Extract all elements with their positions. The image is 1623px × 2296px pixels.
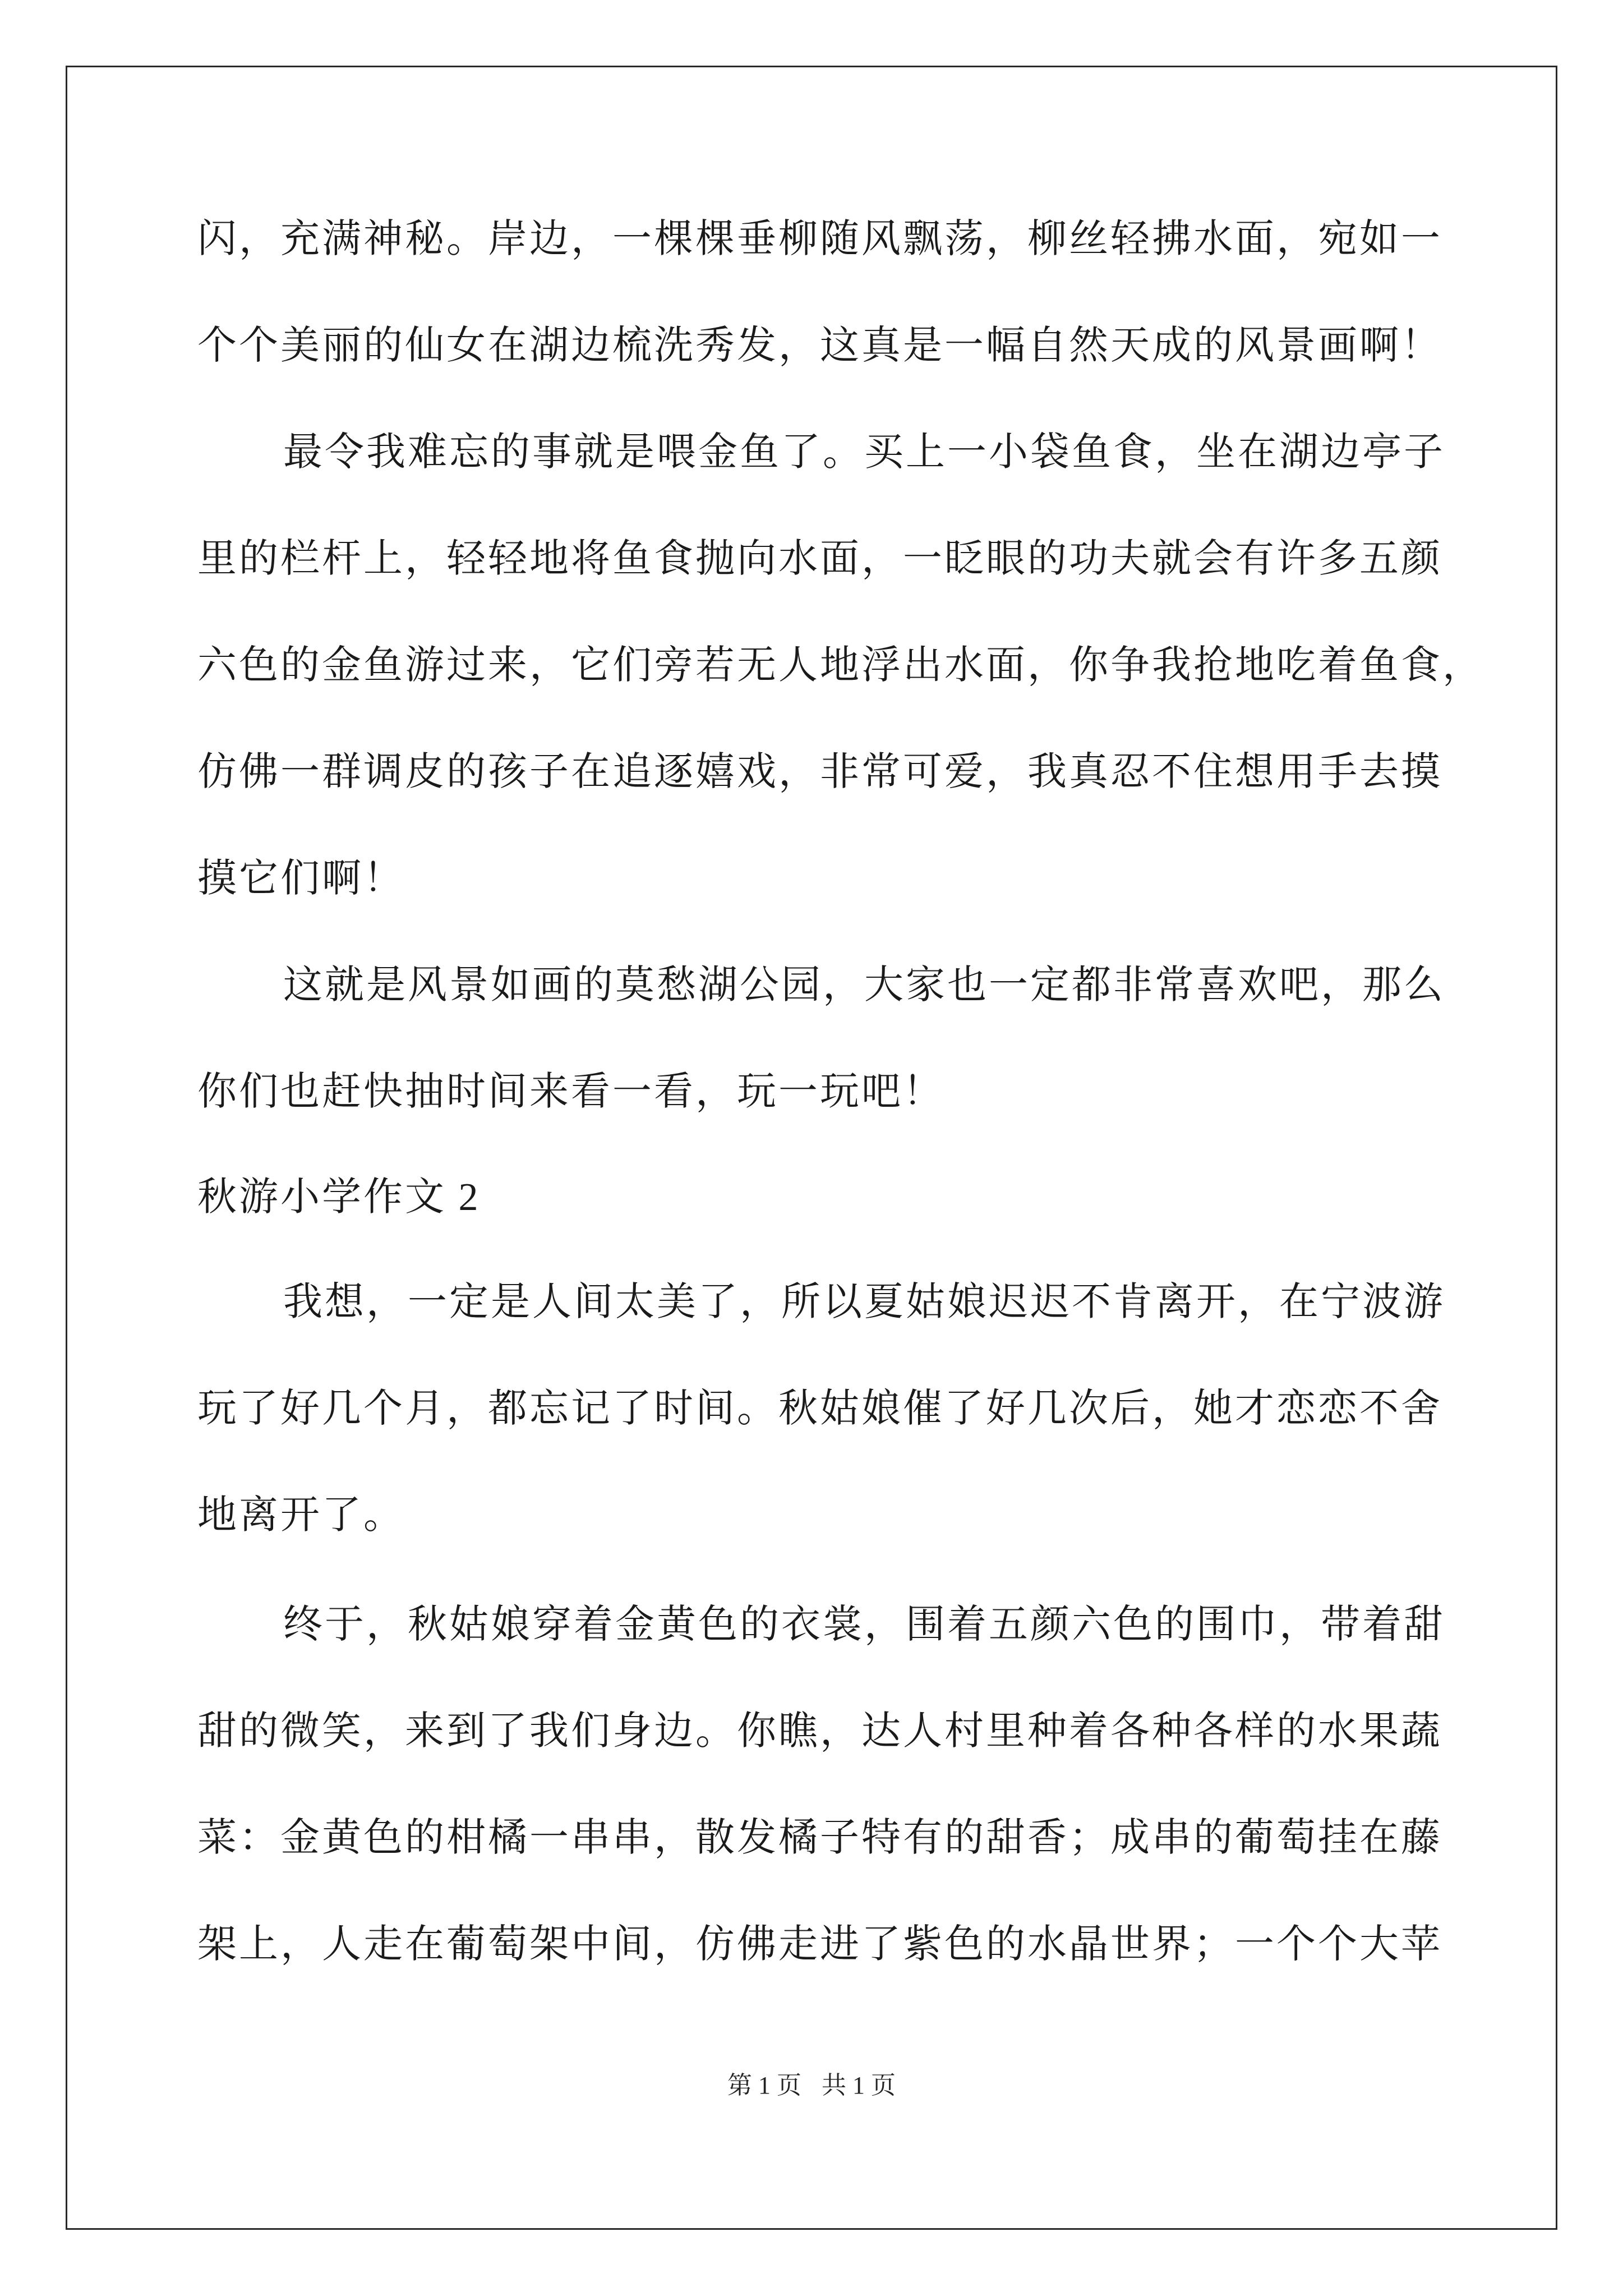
page-border: [66, 66, 1557, 2230]
section-heading: 秋游小学作文 2: [197, 1176, 481, 1219]
paragraph-3-line-1: 这就是风景如画的莫愁湖公园，大家也一定都非常喜欢吧，那么: [283, 961, 1445, 1007]
paragraph-1-line-2: 个个美丽的仙女在湖边梳洗秀发，这真是一幅自然天成的风景画啊！: [197, 322, 1442, 368]
paragraph-4-line-3: 地离开了。: [197, 1492, 405, 1538]
paragraph-4-line-1: 我想，一定是人间太美了，所以夏姑娘迟迟不肯离开，在宁波游: [283, 1278, 1445, 1324]
paragraph-2-line-2: 里的栏杆上，轻轻地将鱼食抛向水面，一眨眼的功夫就会有许多五颜: [197, 535, 1442, 581]
page-footer: [0, 2069, 1623, 2102]
paragraph-2-line-5: 摸它们啊！: [197, 855, 405, 901]
paragraph-3-line-2: 你们也赶快抽时间来看一看，玩一玩吧！: [197, 1068, 944, 1114]
paragraph-2-line-3: 六色的金鱼游过来，它们旁若无人地浮出水面，你争我抢地吃着鱼食，: [197, 642, 1484, 688]
paragraph-5-line-3: 菜：金黄色的柑橘一串串，散发橘子特有的甜香；成串的葡萄挂在藤: [197, 1814, 1442, 1860]
page-total: 共 1 页: [822, 2072, 896, 2099]
paragraph-2-line-4: 仿佛一群调皮的孩子在追逐嬉戏，非常可爱，我真忍不住想用手去摸: [197, 748, 1442, 794]
page-number: 第 1 页: [727, 2072, 801, 2099]
paragraph-5-line-4: 架上，人走在葡萄架中间，仿佛走进了紫色的水晶世界；一个个大苹: [197, 1921, 1442, 1967]
paragraph-1-line-1: 闪，充满神秘。岸边，一棵棵垂柳随风飘荡，柳丝轻拂水面，宛如一: [197, 215, 1442, 261]
paragraph-5-line-2: 甜的微笑，来到了我们身边。你瞧，达人村里种着各种各样的水果蔬: [197, 1708, 1442, 1754]
paragraph-2-line-1: 最令我难忘的事就是喂金鱼了。买上一小袋鱼食，坐在湖边亭子: [283, 429, 1445, 475]
paragraph-5-line-1: 终于，秋姑娘穿着金黄色的衣裳，围着五颜六色的围巾，带着甜: [283, 1601, 1445, 1647]
paragraph-4-line-2: 玩了好几个月，都忘记了时间。秋姑娘催了好几次后，她才恋恋不舍: [197, 1385, 1442, 1431]
